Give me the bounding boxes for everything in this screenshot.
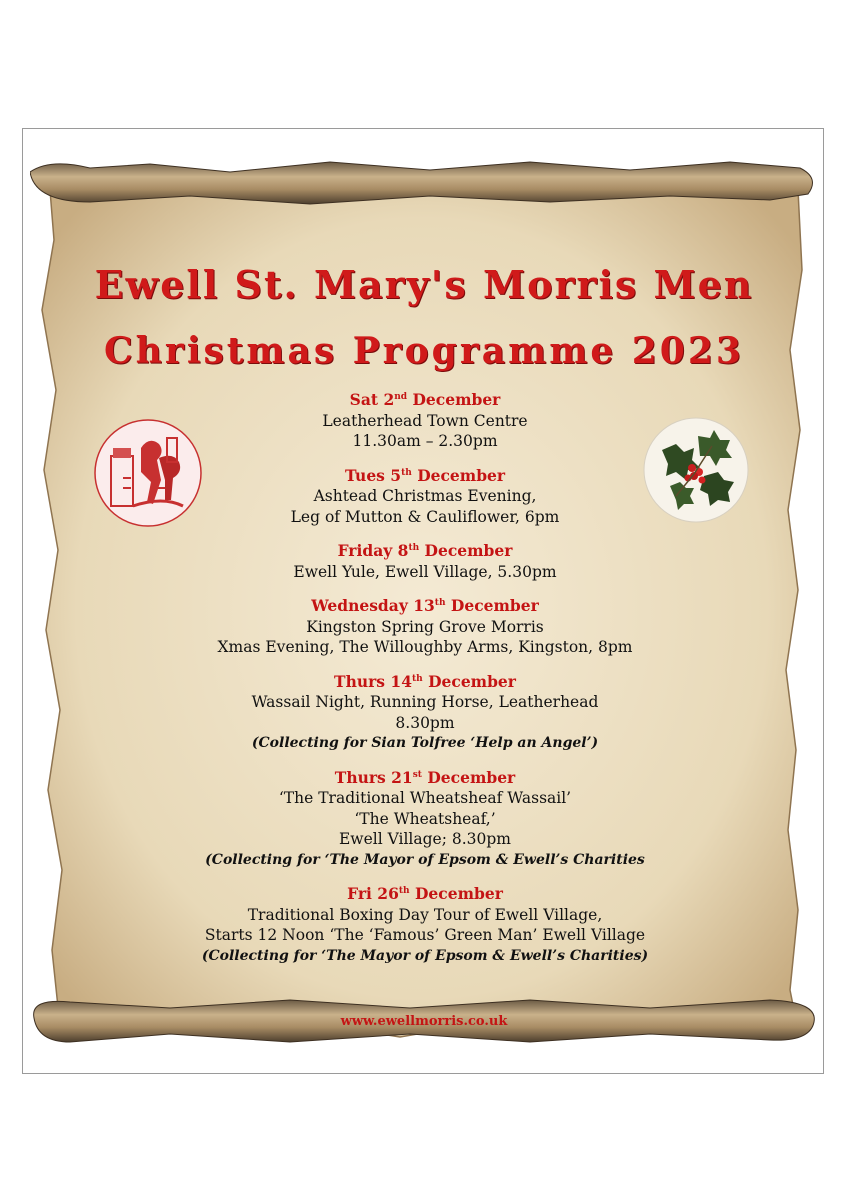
event-list [190, 390, 660, 980]
event-entry [190, 541, 660, 582]
event-detail: Ewell Yule, Ewell Village, 5.30pm [293, 562, 557, 581]
event-detail: Starts 12 Noon ‘The ‘Famous’ Green Man’ Ewell Village [204, 926, 646, 944]
page-subtitle: Christmas Programme 2023 [104, 330, 744, 372]
event-detail: Wassail Night, Running Horse, Leatherhead [251, 693, 599, 711]
event-detail: ‘The Traditional Wheatsheaf Wassail’ [278, 789, 572, 807]
event-entry [190, 672, 660, 754]
event-detail: Leg of Mutton & Cauliflower, 6pm [290, 507, 560, 526]
event-entry [190, 466, 660, 528]
event-entry [190, 390, 660, 452]
event-entry [190, 768, 660, 871]
morris-dancers-logo-icon [93, 418, 203, 528]
event-date: Sat 2nd December [349, 390, 501, 409]
page-title: Ewell St. Mary's Morris Men [94, 262, 754, 307]
event-detail: 11.30am – 2.30pm [352, 432, 498, 450]
event-detail: Ewell Village; 8.30pm [338, 830, 511, 848]
event-entry [190, 884, 660, 966]
event-detail: ‘The Wheatsheaf,’ [354, 809, 496, 828]
event-date: Friday 8th December [337, 541, 513, 560]
event-detail: Xmas Evening, The Willoughby Arms, Kingston, 8pm [217, 638, 633, 656]
event-detail: Kingston Spring Grove Morris [306, 617, 544, 636]
event-date: Thurs 14th December [334, 671, 516, 691]
event-detail: Leatherhead Town Centre [322, 411, 528, 430]
website-link[interactable]: www.ewellmorris.co.uk [340, 1014, 508, 1029]
event-date: Tues 5th December [344, 465, 506, 485]
event-date: Fri 26th December [347, 884, 503, 903]
event-detail: 8.30pm [395, 713, 455, 732]
event-note: (Collecting for ‘The Mayor of Epsom & Ewell’s Charities [205, 851, 645, 868]
event-detail: Ashtead Christmas Evening, [313, 487, 537, 505]
event-detail: Traditional Boxing Day Tour of Ewell Village, [247, 905, 603, 924]
event-note: (Collecting for Sian Tolfree ‘Help an Angel’) [251, 735, 599, 751]
event-date: Wednesday 13th December [311, 596, 539, 615]
event-note: (Collecting for ‘The Mayor of Epsom & Ewell’s Charities) [201, 947, 649, 964]
event-date: Thurs 21st December [334, 767, 516, 787]
event-entry [190, 596, 660, 658]
